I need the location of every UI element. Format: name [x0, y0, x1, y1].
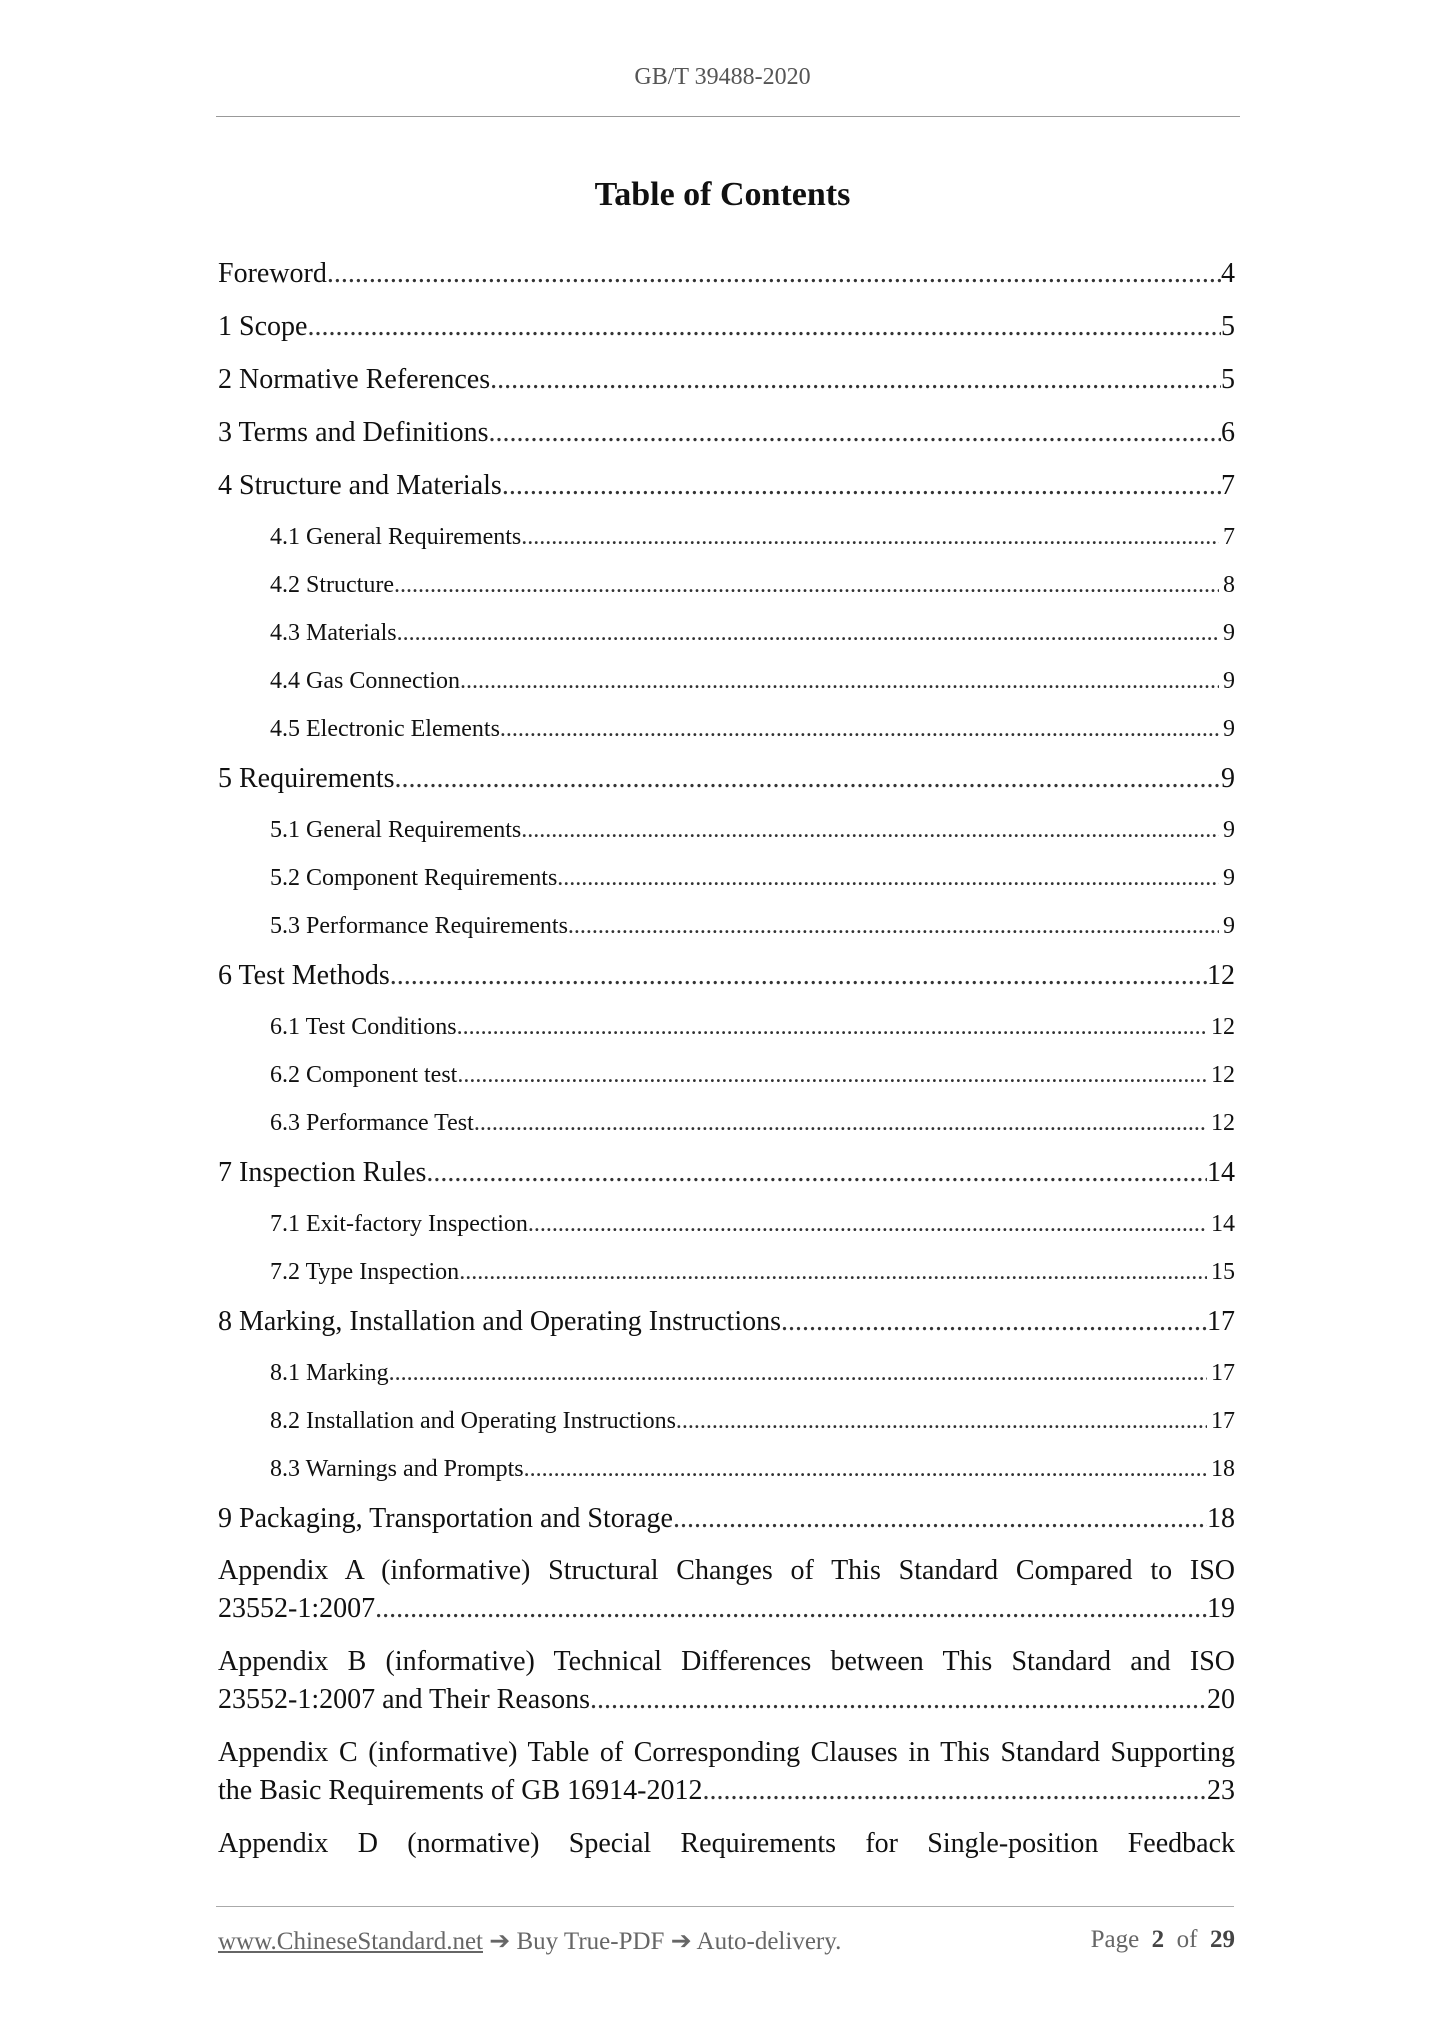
toc-entry-6-2[interactable]	[218, 1057, 1235, 1105]
toc-entry-label: 8 Marking, Installation and Operating Instructions	[218, 1306, 781, 1337]
dot-leader	[568, 908, 1219, 944]
toc-page-number: 5	[1221, 364, 1235, 395]
toc-entry-8-1[interactable]	[218, 1355, 1235, 1403]
toc-page-number: 9	[1223, 913, 1235, 939]
toc-entry-label: 3 Terms and Definitions	[218, 417, 489, 448]
toc-entry-label: 5 Requirements	[218, 763, 395, 794]
toc-page-number: 7	[1223, 524, 1235, 550]
toc-entry-5-3[interactable]	[218, 908, 1235, 956]
toc-entry-4-5[interactable]	[218, 711, 1235, 759]
delivery-text: Auto-delivery.	[696, 1928, 842, 1955]
toc-entry-6-3[interactable]	[218, 1105, 1235, 1153]
toc-entry-label: 4.1 General Requirements	[270, 524, 522, 550]
dot-leader	[590, 1681, 1207, 1719]
toc-page-number: 12	[1211, 1110, 1235, 1136]
toc-entry-label-line2: 23552-1:2007	[218, 1593, 376, 1624]
page-word: Page	[1090, 1926, 1140, 1953]
dot-leader	[457, 1009, 1207, 1045]
toc-entry-4-3[interactable]	[218, 615, 1235, 663]
toc-entry-label: 8.1 Marking	[270, 1360, 389, 1386]
toc-entry-foreword[interactable]	[218, 254, 1235, 307]
toc-entry-label-line1: Appendix A (informative) Structural Changes of This Standard Compared to ISO	[218, 1555, 1235, 1586]
dot-leader	[397, 615, 1219, 651]
toc-entry-label: 9 Packaging, Transportation and Storage	[218, 1503, 673, 1534]
toc-page-number: 9	[1221, 763, 1235, 794]
toc-entry-7-1[interactable]	[218, 1206, 1235, 1254]
table-of-contents	[218, 254, 1235, 1878]
dot-leader	[394, 567, 1219, 603]
toc-page-number: 9	[1223, 817, 1235, 843]
toc-entry-label: 7.2 Type Inspection	[270, 1259, 460, 1285]
toc-page-number: 12	[1211, 1014, 1235, 1040]
toc-entry-5-1[interactable]	[218, 812, 1235, 860]
toc-entry-line2	[218, 1772, 1235, 1810]
toc-entry-3[interactable]	[218, 413, 1235, 466]
toc-page-number: 19	[1207, 1593, 1235, 1624]
toc-entry-6-1[interactable]	[218, 1009, 1235, 1057]
toc-entry-4[interactable]	[218, 466, 1235, 519]
toc-entry-label-line1: Appendix B (informative) Technical Differences between This Standard and ISO	[218, 1646, 1235, 1677]
toc-entry-label: 6 Test Methods	[218, 960, 390, 991]
toc-entry-label: Foreword	[218, 258, 327, 289]
toc-entry-label: 4.5 Electronic Elements	[270, 716, 500, 742]
dot-leader	[488, 413, 1221, 453]
dot-leader	[502, 466, 1221, 506]
dot-leader	[327, 254, 1221, 294]
footer-divider	[216, 1906, 1234, 1907]
toc-entry-label: 4.4 Gas Connection	[270, 668, 460, 694]
document-id-header: GB/T 39488-2020	[634, 64, 811, 90]
toc-entry-label: 4.2 Structure	[270, 572, 394, 598]
toc-entry-label: 2 Normative References	[218, 364, 491, 395]
header-divider	[216, 116, 1240, 117]
dot-leader	[676, 1403, 1207, 1439]
toc-entry-5-2[interactable]	[218, 860, 1235, 908]
toc-entry-label: 5.3 Performance Requirements	[270, 913, 568, 939]
dot-leader	[557, 860, 1219, 896]
toc-entry-line2	[218, 1681, 1235, 1719]
current-page-number: 2	[1151, 1926, 1165, 1953]
toc-page-number: 4	[1221, 258, 1235, 289]
toc-page-number: 20	[1207, 1684, 1235, 1715]
toc-entry-8-3[interactable]	[218, 1451, 1235, 1499]
toc-entry-label: 7.1 Exit-factory Inspection	[270, 1211, 528, 1237]
toc-entry-label: 1 Scope	[218, 311, 308, 342]
arrow-icon: ➔	[489, 1928, 511, 1955]
toc-entry-label: 6.3 Performance Test	[270, 1110, 474, 1136]
toc-page-number: 15	[1211, 1259, 1235, 1285]
toc-entry-label: 5.2 Component Requirements	[270, 865, 558, 891]
toc-entry-1[interactable]	[218, 307, 1235, 360]
toc-entry-label: 4 Structure and Materials	[218, 470, 502, 501]
toc-page-number: 12	[1211, 1062, 1235, 1088]
toc-page-number: 9	[1223, 668, 1235, 694]
toc-page-number: 18	[1207, 1503, 1235, 1534]
toc-page-number: 8	[1223, 572, 1235, 598]
toc-page-number: 14	[1207, 1157, 1235, 1188]
toc-entry-2[interactable]	[218, 360, 1235, 413]
dot-leader	[490, 360, 1221, 400]
dot-leader	[673, 1499, 1207, 1539]
toc-entry-appendix-d[interactable]	[218, 1825, 1235, 1863]
toc-entry-label: 8.3 Warnings and Prompts	[270, 1456, 524, 1482]
toc-entry-label: 7 Inspection Rules	[218, 1157, 427, 1188]
dot-leader	[457, 1057, 1207, 1093]
page-indicator	[1091, 1926, 1235, 1954]
toc-entry-appendix-c[interactable]	[218, 1734, 1235, 1810]
toc-entry-line2	[218, 1590, 1235, 1628]
toc-page-number: 6	[1221, 417, 1235, 448]
toc-entry-7-2[interactable]	[218, 1254, 1235, 1302]
footer-promo	[218, 1926, 841, 1956]
toc-entry-appendix-a[interactable]	[218, 1552, 1235, 1628]
dot-leader	[460, 663, 1219, 699]
toc-page-number: 7	[1221, 470, 1235, 501]
dot-leader	[390, 956, 1207, 996]
dot-leader	[521, 812, 1219, 848]
toc-page-number: 14	[1211, 1211, 1235, 1237]
website-link[interactable]: www.ChineseStandard.net	[218, 1928, 483, 1955]
toc-page-number: 9	[1223, 716, 1235, 742]
toc-entry-5[interactable]	[218, 759, 1235, 812]
toc-entry-label: 8.2 Installation and Operating Instructions	[270, 1408, 676, 1434]
toc-entry-label-line2: the Basic Requirements of GB 16914-2012	[218, 1775, 703, 1806]
dot-leader	[702, 1772, 1207, 1810]
toc-entry-9[interactable]	[218, 1499, 1235, 1552]
toc-entry-label-line2: 23552-1:2007 and Their Reasons	[218, 1684, 590, 1715]
toc-entry-4-2[interactable]	[218, 567, 1235, 615]
toc-page-number: 23	[1207, 1775, 1235, 1806]
toc-page-number: 9	[1223, 620, 1235, 646]
toc-page-number: 18	[1211, 1456, 1235, 1482]
toc-entry-4-4[interactable]	[218, 663, 1235, 711]
toc-entry-label: 6.1 Test Conditions	[270, 1014, 457, 1040]
page-title: Table of Contents	[594, 176, 851, 213]
toc-entry-label: 5.1 General Requirements	[270, 817, 522, 843]
toc-entry-8-2[interactable]	[218, 1403, 1235, 1451]
toc-entry-label: 4.3 Materials	[270, 620, 397, 646]
toc-page-number: 5	[1221, 311, 1235, 342]
toc-entry-7[interactable]	[218, 1153, 1235, 1206]
toc-page-number: 12	[1207, 960, 1235, 991]
toc-entry-label-line1: Appendix D (normative) Special Requirements for Single-position Feedback	[218, 1828, 1235, 1859]
toc-page-number: 17	[1207, 1306, 1235, 1337]
dot-leader	[459, 1254, 1207, 1290]
dot-leader	[521, 519, 1219, 555]
dot-leader	[500, 711, 1219, 747]
dot-leader	[528, 1206, 1207, 1242]
dot-leader	[524, 1451, 1207, 1487]
dot-leader	[781, 1302, 1207, 1342]
toc-page-number: 9	[1223, 865, 1235, 891]
toc-entry-label-line1: Appendix C (informative) Table of Corresponding Clauses in This Standard Supporting	[218, 1737, 1235, 1768]
toc-entry-label: 6.2 Component test	[270, 1062, 458, 1088]
toc-entry-4-1[interactable]	[218, 519, 1235, 567]
toc-entry-appendix-b[interactable]	[218, 1643, 1235, 1719]
toc-page-number: 17	[1211, 1360, 1235, 1386]
total-pages-number: 29	[1210, 1926, 1235, 1953]
buy-text: Buy True-PDF	[516, 1928, 665, 1955]
dot-leader	[389, 1355, 1207, 1391]
arrow-icon: ➔	[670, 1928, 692, 1955]
dot-leader	[395, 759, 1221, 799]
dot-leader	[474, 1105, 1207, 1141]
toc-entry-6[interactable]	[218, 956, 1235, 1009]
dot-leader	[307, 307, 1221, 347]
toc-entry-8[interactable]	[218, 1302, 1235, 1355]
dot-leader	[426, 1153, 1207, 1193]
dot-leader	[375, 1590, 1207, 1628]
toc-page-number: 17	[1211, 1408, 1235, 1434]
of-word: of	[1176, 1926, 1198, 1953]
